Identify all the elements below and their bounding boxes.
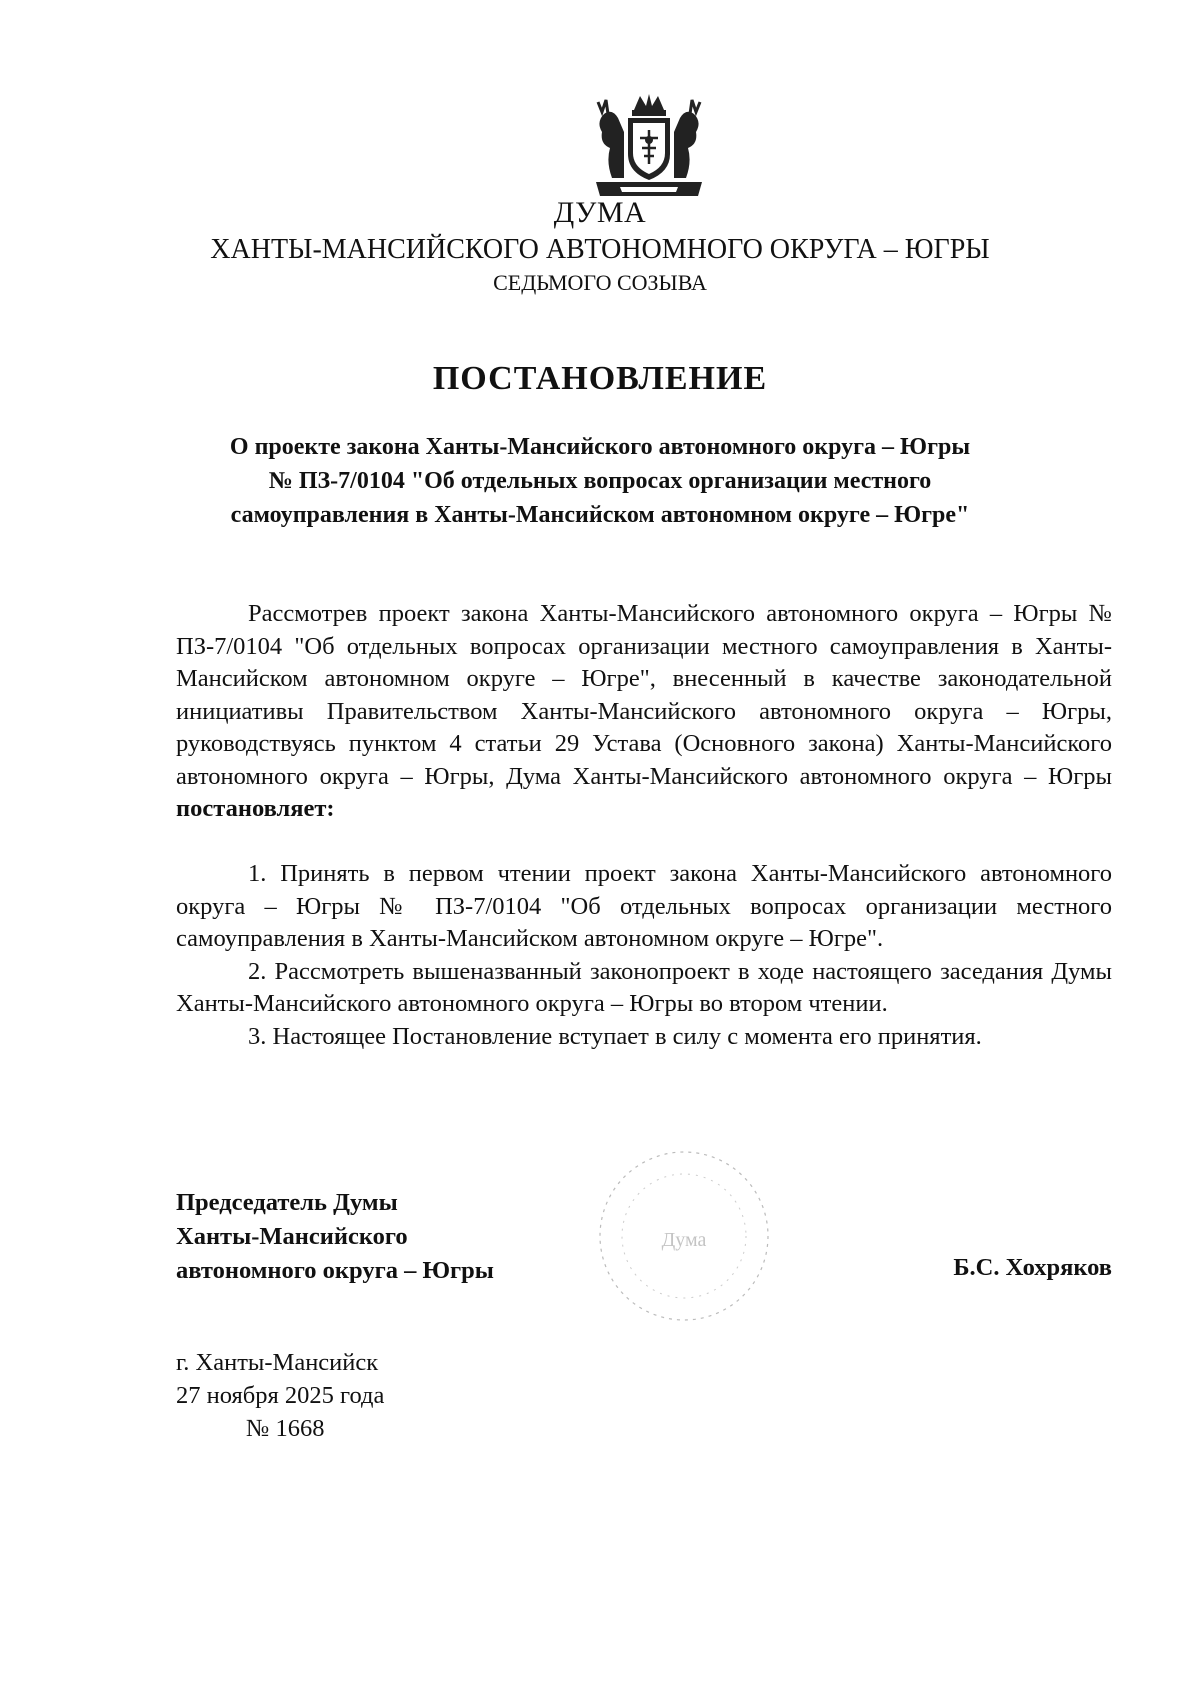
official-stamp-icon: [594, 1146, 774, 1326]
document-number: № 1668: [246, 1415, 325, 1442]
resolution-item: 1. Принять в первом чтении проект закона Ханты-Мансийского автономного округа – Югры № ПЗ-7/0104 "Об отдельных вопросах организации местного самоуправления в Ханты-Мансийском автономном округе – Югре".: [176, 860, 1112, 952]
stamp-text: Дума: [661, 1229, 707, 1251]
preamble-text: Рассмотрев проект закона Ханты-Мансийского автономного округа – Югры № ПЗ-7/0104 "Об отдельных вопросах организации местного самоуправления в Ханты-Мансийском автономном округе – Югре", внесенный в качестве законодательной инициативы Правительством Ханты-Мансийского автономного округа – Югры, руководствуясь пунктом 4 статьи 29 Устава (Основного закона) Ханты-Мансийского автономного округа – Югры, Дума Ханты-Мансийского автономного округа – Югры: [176, 600, 1112, 790]
resolves-keyword: постановляет:: [176, 795, 335, 822]
org-name-duma: ДУМА: [553, 196, 647, 229]
org-name-region: ХАНТЫ-МАНСИЙСКОГО АВТОНОМНОГО ОКРУГА – ЮГРЫ: [210, 234, 990, 265]
signatory-position: [176, 1186, 494, 1288]
document-subject: [160, 430, 1040, 532]
resolution-item: 2. Рассмотреть вышеназванный законопроект в ходе настоящего заседания Думы Ханты-Мансийского автономного округа – Югры во втором чтении.: [176, 957, 1112, 1017]
subject-line: О проекте закона Ханты-Мансийского автономного округа – Югры: [229, 434, 971, 460]
document-footer: [176, 1346, 384, 1445]
position-line: автономного округа – Югры: [176, 1257, 494, 1284]
resolution-items: [176, 858, 1112, 1053]
preamble: [176, 598, 1112, 826]
resolution-item: 3. Настоящее Постановление вступает в силу с момента его принятия.: [248, 1022, 982, 1050]
position-line: Председатель Думы: [176, 1189, 398, 1216]
document-type-title: ПОСТАНОВЛЕНИЕ: [432, 360, 768, 397]
position-line: Ханты-Мансийского: [176, 1223, 408, 1250]
org-convocation: СЕДЬМОГО СОЗЫВА: [493, 270, 707, 295]
subject-line: № ПЗ-7/0104 "Об отдельных вопросах организации местного: [268, 468, 932, 494]
issue-city: г. Ханты-Мансийск: [176, 1349, 379, 1376]
coat-of-arms-icon: [590, 92, 708, 202]
subject-line: самоуправления в Ханты-Мансийском автономном округе – Югре": [230, 502, 970, 528]
issue-date: 27 ноября 2025 года: [176, 1382, 385, 1409]
signatory-name: Б.С. Хохряков: [953, 1254, 1112, 1281]
